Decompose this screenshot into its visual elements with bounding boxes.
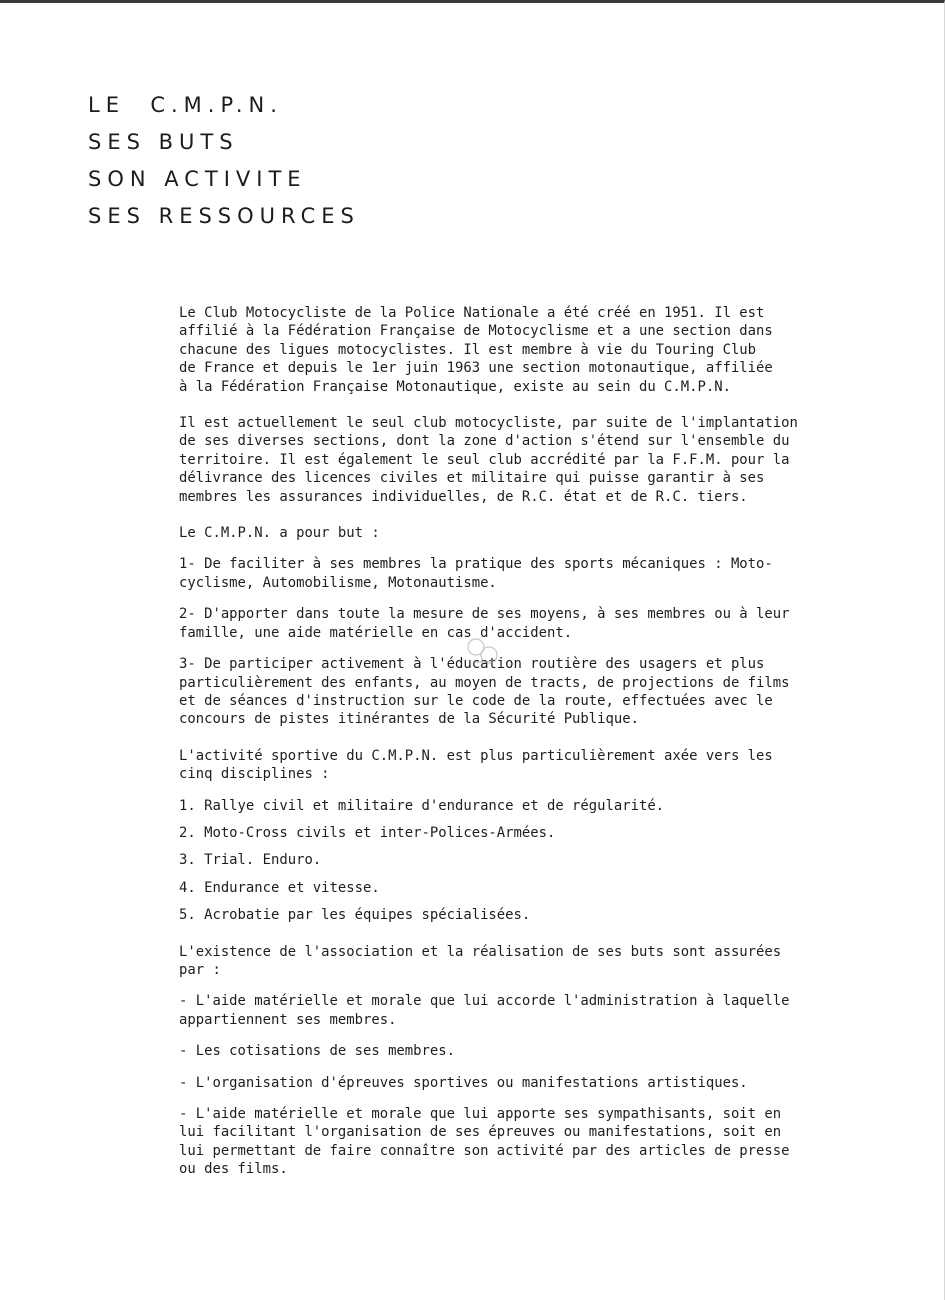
text-line: territoire. Il est également le seul club accrédité par la F.F.M. pour la — [179, 451, 790, 468]
paragraph-accreditation — [179, 414, 879, 506]
text-line: à la Fédération Française Motonautique, existe au sein du C.M.P.N. — [179, 378, 731, 395]
text-line: Le Club Motocycliste de la Police Nationale a été créé en 1951. Il est — [179, 305, 765, 321]
text-line: famille, une aide matérielle en cas d'accident. — [179, 624, 573, 641]
text-line: ou des films. — [179, 1161, 288, 1178]
text-line: cinq disciplines : — [179, 766, 330, 783]
text-line: L'activité sportive du C.M.P.N. est plus particulièrement axée vers les — [179, 747, 773, 764]
heading-line: LE C.M.P.N. — [88, 93, 283, 117]
text-line: 3. Trial. Enduro. — [179, 852, 322, 869]
text-line: - Les cotisations de ses membres. — [179, 1043, 455, 1060]
text-line: lui permettant de faire connaître son activité par des articles de presse — [179, 1142, 790, 1159]
text-line: appartiennent ses membres. — [179, 1011, 397, 1028]
text-line: et de séances d'instruction sur le code de la route, effectuées avec le — [179, 692, 773, 709]
document-heading — [88, 87, 360, 235]
resource-item — [179, 1042, 879, 1060]
text-line: concours de pistes itinérantes de la Sécurité Publique. — [179, 711, 639, 728]
goal-item — [179, 655, 879, 729]
discipline-item — [179, 906, 879, 924]
faint-stamp-mark — [462, 635, 502, 669]
discipline-item — [179, 824, 879, 842]
discipline-item — [179, 851, 879, 869]
text-line: 1. Rallye civil et militaire d'endurance et de régularité. — [179, 797, 665, 814]
paragraph-history — [179, 304, 879, 396]
text-line: chacune des ligues motocyclistes. Il est membre à vie du Touring Club — [179, 341, 757, 358]
text-line: Le C.M.P.N. a pour but : — [179, 525, 380, 542]
text-line: Il est actuellement le seul club motocycliste, par suite de l'implantation — [179, 415, 798, 432]
text-line: - L'aide matérielle et morale que lui accorde l'administration à laquelle — [179, 993, 790, 1010]
heading-line: SON ACTIVITE — [88, 167, 307, 191]
paragraph-resources-intro — [179, 943, 879, 980]
resource-item — [179, 992, 879, 1029]
document-body — [179, 304, 879, 1179]
text-line: cyclisme, Automobilisme, Motonautisme. — [179, 574, 497, 591]
paragraph-activities-intro — [179, 747, 879, 784]
discipline-item — [179, 797, 879, 815]
text-line: 4. Endurance et vitesse. — [179, 879, 380, 896]
goal-item — [179, 555, 879, 592]
text-line: L'existence de l'association et la réalisation de ses buts sont assurées — [179, 943, 782, 960]
text-line: de France et depuis le 1er juin 1963 une section motonautique, affiliée — [179, 360, 773, 377]
goal-item — [179, 605, 879, 642]
text-line: 5. Acrobatie par les équipes spécialisées. — [179, 907, 531, 924]
heading-line: SES BUTS — [88, 130, 239, 154]
resource-item — [179, 1105, 879, 1179]
text-line: délivrance des licences civiles et militaire qui puisse garantir à ses — [179, 470, 765, 487]
text-line: 2- D'apporter dans toute la mesure de ses moyens, à ses membres ou à leur — [179, 606, 790, 623]
paragraph-goals-intro — [179, 524, 879, 542]
resource-item — [179, 1074, 879, 1092]
text-line: par : — [179, 961, 221, 978]
text-line: de ses diverses sections, dont la zone d'action s'étend sur l'ensemble du — [179, 433, 790, 450]
text-line: - L'aide matérielle et morale que lui apporte ses sympathisants, soit en — [179, 1106, 782, 1122]
text-line: 2. Moto-Cross civils et inter-Polices-Armées. — [179, 824, 556, 841]
text-line: - L'organisation d'épreuves sportives ou manifestations artistiques. — [179, 1074, 748, 1091]
text-line: affilié à la Fédération Française de Motocyclisme et a une section dans — [179, 323, 773, 340]
text-line: 1- De faciliter à ses membres la pratique des sports mécaniques : Moto- — [179, 556, 773, 573]
heading-line: SES RESSOURCES — [88, 204, 360, 228]
text-line: membres les assurances individuelles, de R.C. état et de R.C. tiers. — [179, 488, 748, 505]
text-line: 3- De participer activement à l'éducation routière des usagers et plus — [179, 656, 765, 673]
text-line: particulièrement des enfants, au moyen de tracts, de projections de films — [179, 674, 790, 691]
discipline-item — [179, 879, 879, 897]
text-line: lui facilitant l'organisation de ses épreuves ou manifestations, soit en — [179, 1124, 782, 1141]
